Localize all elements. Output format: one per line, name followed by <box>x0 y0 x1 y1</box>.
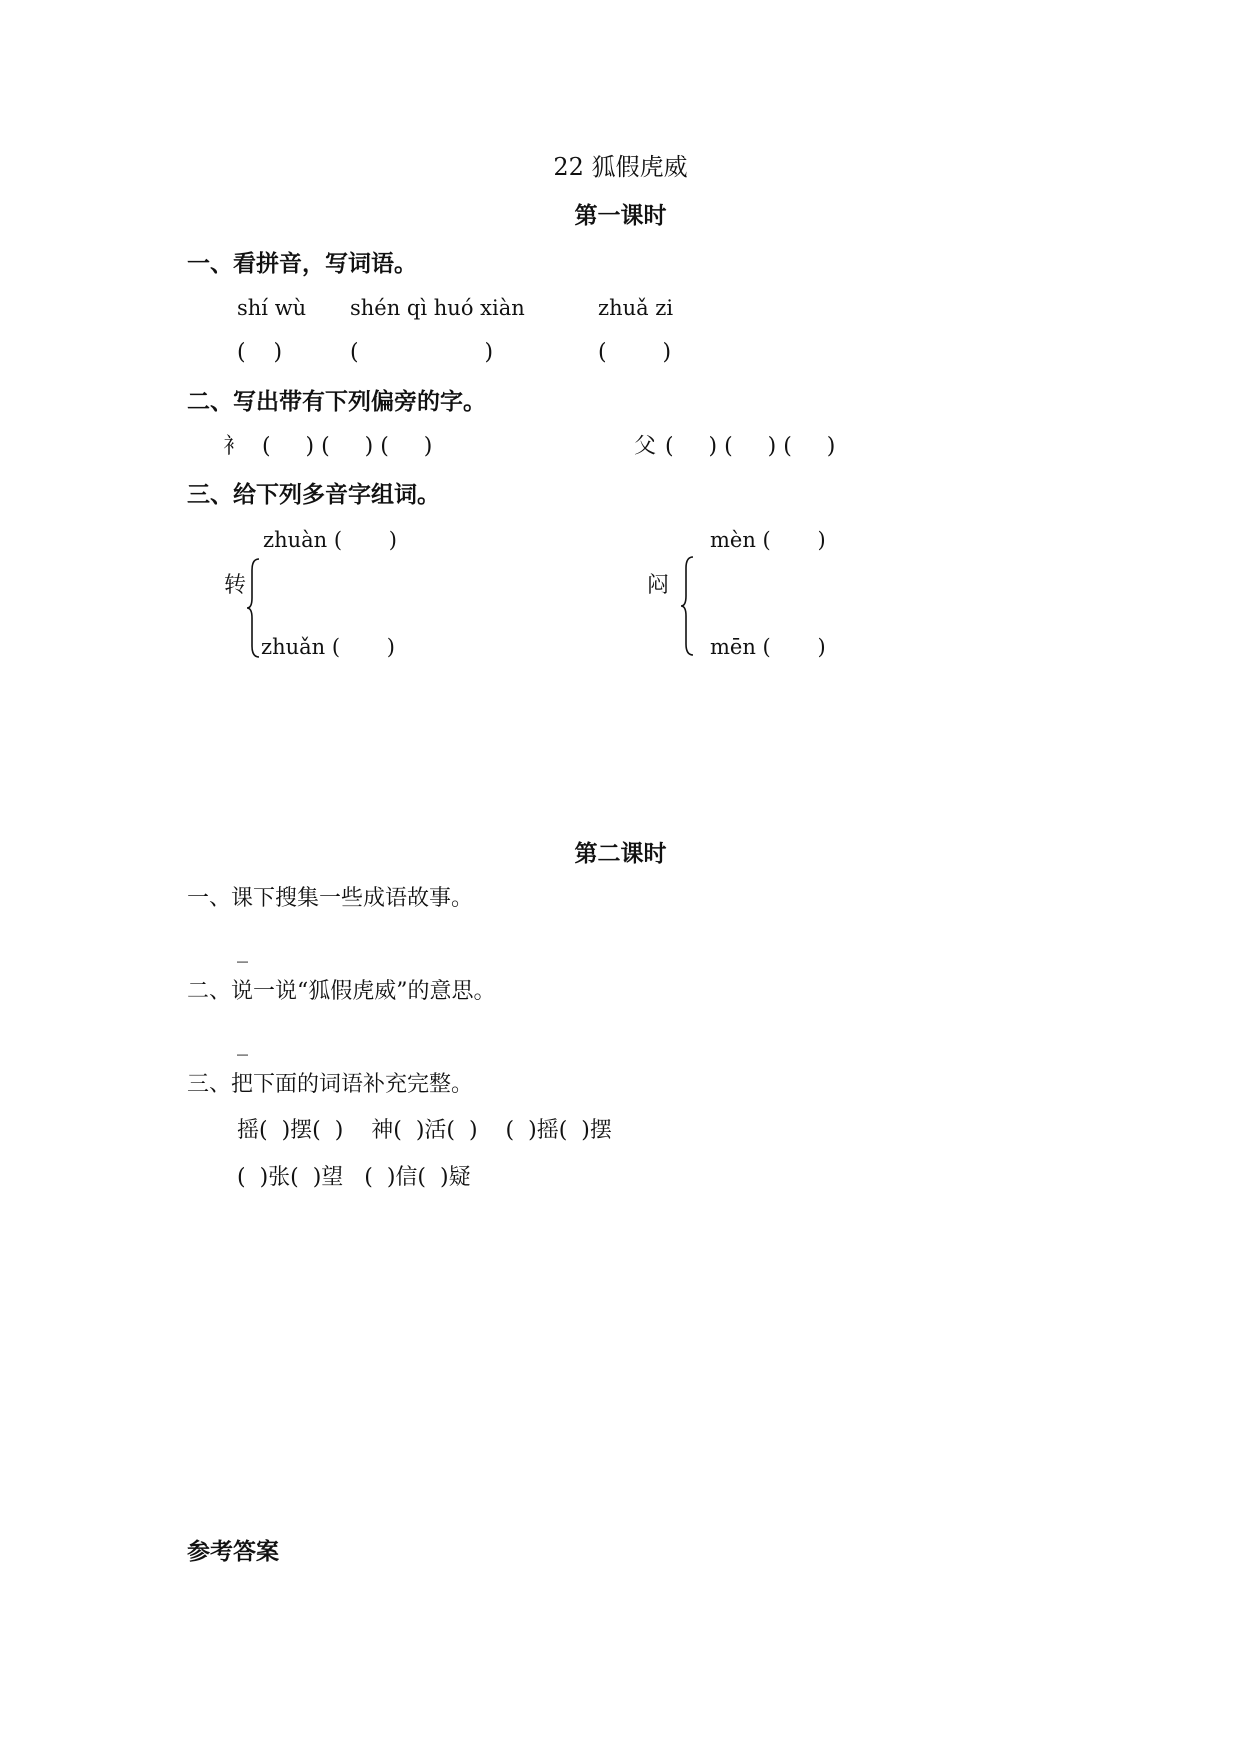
pinyin-shiwu: shí wù <box>237 296 307 320</box>
answer-line-2[interactable]: _ <box>237 1031 248 1056</box>
pinyin-zhuazi: zhuǎ zi <box>598 296 674 320</box>
brace-left <box>246 558 260 658</box>
lesson-2-heading: 第二课时 <box>574 840 667 867</box>
lesson2-q2-title: 二、说一说“狐假虎威”的意思。 <box>187 979 496 1004</box>
lesson1-q2-title: 二、写出带有下列偏旁的字。 <box>187 388 486 415</box>
answer-blank-3[interactable]: ( ) <box>598 340 672 365</box>
men4-reading[interactable]: mèn ( ) <box>710 528 826 552</box>
pinyin-shenqihuoxian: shén qì huó xiàn <box>350 296 525 320</box>
zhuan4-reading[interactable]: zhuàn ( ) <box>263 528 397 552</box>
answer-line-1[interactable]: _ <box>237 938 248 963</box>
idiom-row-2[interactable]: ( )张( )望 ( )信( )疑 <box>237 1165 471 1190</box>
lesson-1-heading: 第一课时 <box>574 202 667 229</box>
men1-reading[interactable]: mēn ( ) <box>710 635 826 659</box>
polyphone-zhuan: 转 <box>224 573 247 598</box>
answer-blank-1[interactable]: ( ) <box>237 340 283 365</box>
polyphone-men: 闷 <box>647 573 670 598</box>
radical-yi: 衤 <box>223 434 246 459</box>
brace-right <box>680 556 694 656</box>
lesson2-q1-title: 一、课下搜集一些成语故事。 <box>187 886 474 911</box>
lesson1-q3-title: 三、给下列多音字组词。 <box>187 481 440 508</box>
lesson2-q3-title: 三、把下面的词语补充完整。 <box>187 1072 474 1097</box>
radical-fu-blanks[interactable]: ( ) ( ) ( ) <box>665 434 836 459</box>
answer-blank-2[interactable]: ( ) <box>350 340 494 365</box>
answers-heading: 参考答案 <box>187 1538 279 1565</box>
document-title: 22 狐假虎威 <box>553 153 688 181</box>
zhuan3-reading[interactable]: zhuǎn ( ) <box>261 635 395 659</box>
idiom-row-1[interactable]: 摇( )摆( ) 神( )活( ) ( )摇( )摆 <box>237 1118 612 1143</box>
lesson1-q1-title: 一、看拼音，写词语。 <box>187 250 417 277</box>
radical-yi-blanks[interactable]: ( ) ( ) ( ) <box>262 434 433 459</box>
radical-fu: 父 <box>634 434 657 459</box>
